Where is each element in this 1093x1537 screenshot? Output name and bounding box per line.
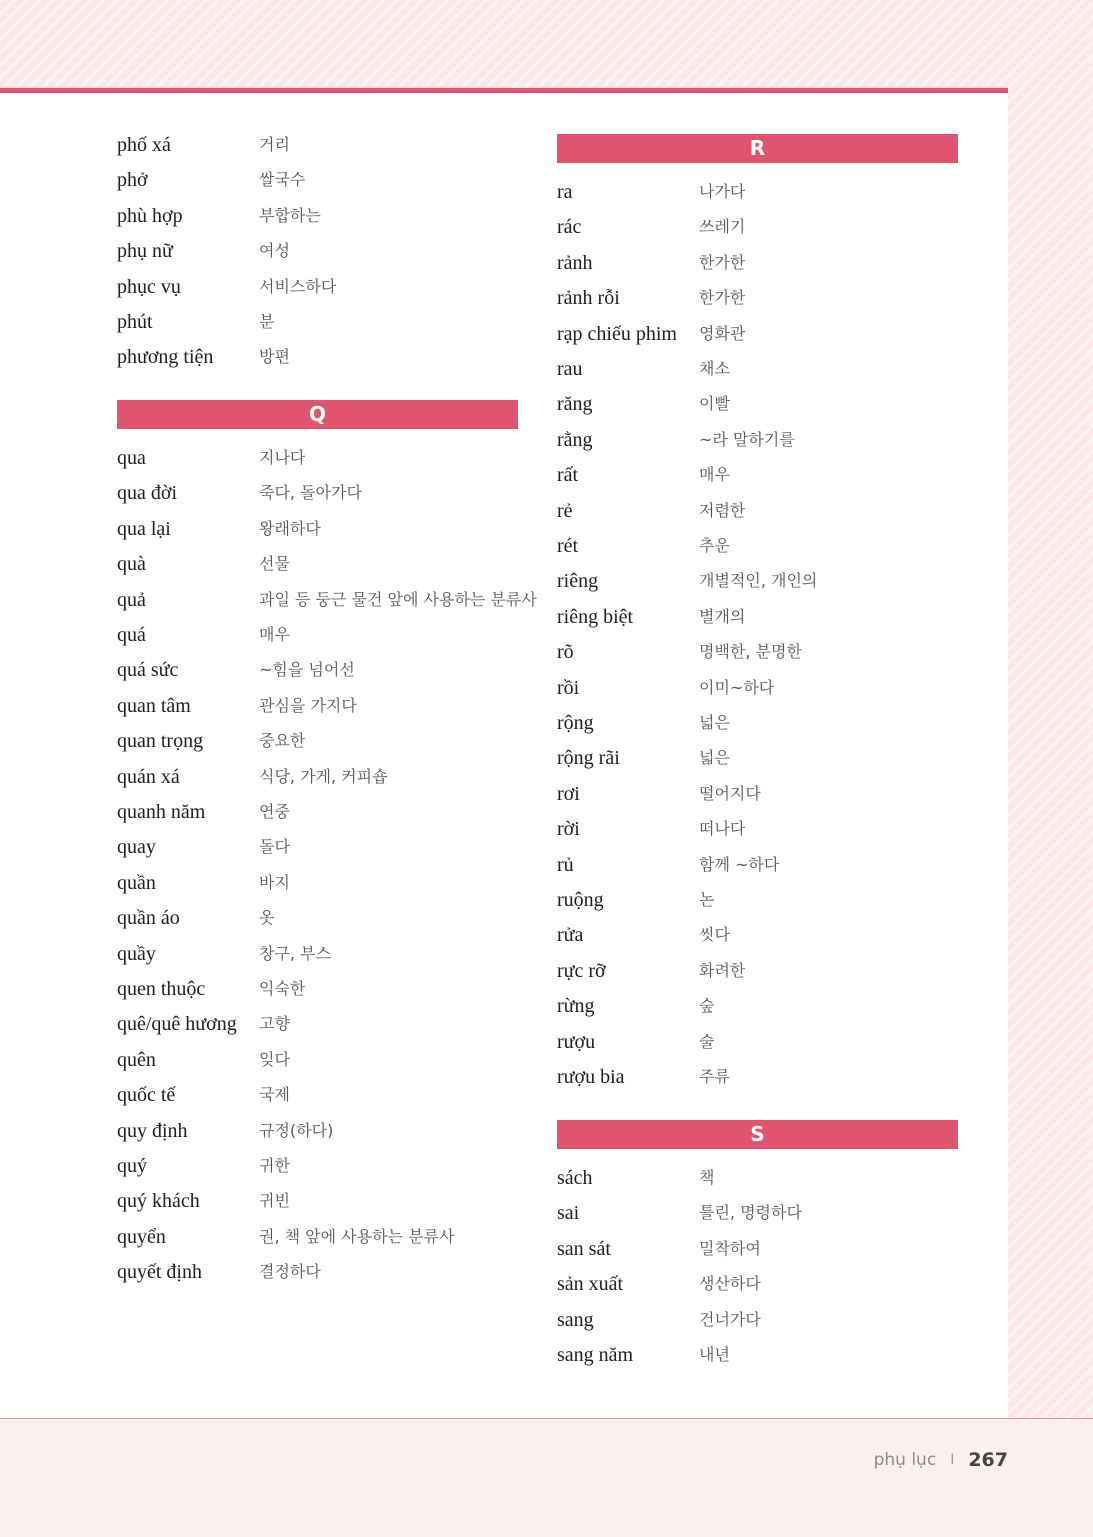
entry-meaning: 떨어지다: [699, 784, 761, 803]
glossary-entry: [117, 1080, 518, 1110]
section-header-q: Q: [117, 400, 518, 429]
entry-word: rộng: [557, 712, 594, 734]
glossary-entry: [557, 637, 958, 667]
entry-meaning: 한가한: [699, 288, 746, 307]
glossary-entry: [557, 496, 958, 526]
entry-word: quý: [117, 1155, 147, 1177]
glossary-entry: [557, 673, 958, 703]
entry-word: quyết định: [117, 1261, 202, 1283]
entry-word: ruộng: [557, 889, 604, 911]
entry-word: phút: [117, 311, 153, 333]
glossary-entry: [117, 620, 518, 650]
entry-meaning: 개별적인, 개인의: [699, 571, 818, 590]
entry-meaning: 권, 책 앞에 사용하는 분류사: [259, 1227, 455, 1246]
glossary-entry: [117, 1186, 518, 1216]
section-header-s: S: [557, 1120, 958, 1149]
entry-word: sách: [557, 1167, 593, 1189]
entry-word: rực rỡ: [557, 960, 606, 982]
page-label: [874, 1449, 1008, 1471]
entry-meaning: 나가다: [699, 182, 746, 201]
glossary-entry: [557, 531, 958, 561]
entry-word: quy định: [117, 1120, 188, 1142]
glossary-entry: [117, 201, 518, 231]
entry-word: qua: [117, 447, 146, 469]
entry-meaning: ~힘을 넘어선: [259, 660, 355, 679]
glossary-entry: [557, 319, 958, 349]
entry-meaning: 지나다: [259, 448, 306, 467]
glossary-entry: [117, 443, 518, 473]
glossary-entry: [117, 903, 518, 933]
entry-meaning: 잊다: [259, 1050, 290, 1069]
entry-word: rủ: [557, 854, 574, 876]
glossary-entry: [557, 566, 958, 596]
entry-word: quan tâm: [117, 695, 191, 717]
entry-meaning: 추운: [699, 536, 730, 555]
entry-word: sai: [557, 1202, 580, 1224]
entry-word: rảnh rỗi: [557, 287, 620, 309]
entry-word: phù hợp: [117, 205, 183, 227]
entry-meaning: 방편: [259, 347, 290, 366]
entry-meaning: 귀빈: [259, 1191, 290, 1210]
entry-word: phương tiện: [117, 346, 214, 368]
entry-word: quần: [117, 872, 156, 894]
entry-meaning: 규정(하다): [259, 1121, 334, 1140]
entry-meaning: 고향: [259, 1014, 290, 1033]
entry-word: sang: [557, 1309, 594, 1331]
entry-meaning: 죽다, 돌아가다: [259, 483, 362, 502]
entry-meaning: 돌다: [259, 837, 290, 856]
glossary-entry: [117, 1257, 518, 1287]
entry-meaning: 틀린, 명령하다: [699, 1203, 802, 1222]
glossary-entry: [557, 779, 958, 809]
glossary-entry: [117, 130, 518, 160]
glossary-entry: [117, 549, 518, 579]
glossary-entry: [117, 514, 518, 544]
entry-word: rằng: [557, 429, 593, 451]
glossary-entry: [557, 850, 958, 880]
entry-word: quốc tế: [117, 1084, 176, 1106]
entry-meaning: 이미~하다: [699, 678, 775, 697]
glossary-entry: [557, 1340, 958, 1370]
entry-meaning: 숲: [699, 996, 715, 1015]
entry-meaning: 매우: [259, 625, 290, 644]
glossary-entry: [117, 868, 518, 898]
glossary-entry: [117, 797, 518, 827]
entry-meaning: 부합하는: [259, 206, 321, 225]
entry-word: quyển: [117, 1226, 166, 1248]
entry-word: quán xá: [117, 766, 180, 788]
entry-meaning: 술: [699, 1032, 715, 1051]
glossary-entry: [557, 991, 958, 1021]
entry-meaning: 채소: [699, 359, 730, 378]
glossary-entry: [117, 585, 537, 615]
entry-word: rảnh: [557, 252, 593, 274]
entry-meaning: 연중: [259, 802, 290, 821]
glossary-entry: [117, 165, 518, 195]
entry-meaning: 화려한: [699, 961, 746, 980]
glossary-entry: [557, 885, 958, 915]
glossary-entry: [557, 1198, 958, 1228]
top-accent-rule: [0, 88, 1008, 93]
entry-word: riêng: [557, 570, 599, 592]
glossary-entry: [557, 460, 958, 490]
entry-meaning: 주류: [699, 1067, 730, 1086]
glossary-entry: [557, 248, 958, 278]
entry-word: rồi: [557, 677, 580, 699]
entry-meaning: 귀한: [259, 1156, 290, 1175]
entry-meaning: 매우: [699, 465, 730, 484]
glossary-entry: [117, 1222, 518, 1252]
glossary-entry: [557, 212, 958, 242]
entry-meaning: 관심을 가지다: [259, 696, 357, 715]
glossary-entry: [117, 1045, 518, 1075]
entry-meaning: 바지: [259, 873, 290, 892]
entry-meaning: 쓰레기: [699, 217, 746, 236]
glossary-entry: [557, 743, 958, 773]
glossary-entry: [117, 342, 518, 372]
entry-word: rửa: [557, 924, 584, 946]
glossary-entry: [557, 814, 958, 844]
section-header-r: R: [557, 134, 958, 163]
glossary-entry: [557, 1027, 958, 1057]
glossary-entry: [557, 425, 958, 455]
entry-word: quá sức: [117, 659, 179, 681]
glossary-entry: [117, 478, 518, 508]
entry-word: quên: [117, 1049, 156, 1071]
entry-meaning: 논: [699, 890, 715, 909]
entry-word: quê/quê hương: [117, 1013, 237, 1035]
glossary-entry: [117, 762, 518, 792]
glossary-entry: [557, 602, 958, 632]
glossary-entry: [557, 1062, 958, 1092]
entry-meaning: 한가한: [699, 253, 746, 272]
glossary-entry: [557, 354, 958, 384]
entry-word: phụ nữ: [117, 240, 173, 262]
entry-meaning: 과일 등 둥근 물건 앞에 사용하는 분류사: [259, 590, 537, 609]
entry-word: sang năm: [557, 1344, 634, 1366]
entry-word: quá: [117, 624, 146, 646]
glossary-entry: [117, 236, 518, 266]
entry-meaning: 국제: [259, 1085, 290, 1104]
top-decorative-band: [0, 0, 1093, 88]
entry-word: riêng biệt: [557, 606, 634, 628]
glossary-entry: [557, 1305, 958, 1335]
entry-word: rét: [557, 535, 579, 557]
entry-word: rượu bia: [557, 1066, 625, 1088]
entry-word: quà: [117, 553, 146, 575]
entry-word: rất: [557, 464, 579, 486]
entry-meaning: ~라 말하기를: [699, 430, 795, 449]
glossary-entry: [117, 691, 518, 721]
entry-word: ra: [557, 181, 573, 203]
entry-meaning: 생산하다: [699, 1274, 761, 1293]
glossary-entry: [557, 956, 958, 986]
entry-word: phở: [117, 169, 148, 191]
entry-word: rời: [557, 818, 580, 840]
entry-meaning: 왕래하다: [259, 519, 321, 538]
entry-meaning: 명백한, 분명한: [699, 642, 802, 661]
entry-meaning: 이빨: [699, 394, 730, 413]
entry-meaning: 익숙한: [259, 979, 306, 998]
entry-meaning: 창구, 부스: [259, 944, 331, 963]
entry-meaning: 밀착하여: [699, 1239, 761, 1258]
entry-word: quan trọng: [117, 730, 204, 752]
entry-meaning: 별개의: [699, 607, 746, 626]
glossary-entry: [557, 283, 958, 313]
entry-meaning: 여성: [259, 241, 290, 260]
glossary-entry: [117, 655, 518, 685]
glossary-entry: [117, 1009, 518, 1039]
footer-section-name: phụ lục: [873, 1450, 937, 1470]
entry-meaning: 씻다: [699, 925, 730, 944]
page-footer: [0, 1418, 1093, 1537]
entry-word: quanh năm: [117, 801, 206, 823]
entry-meaning: 서비스하다: [259, 277, 337, 296]
entry-meaning: 함께 ~하다: [699, 855, 780, 874]
glossary-entry: [117, 832, 518, 862]
entry-word: quần áo: [117, 907, 180, 929]
entry-meaning: 넓은: [699, 748, 730, 767]
entry-word: quen thuộc: [117, 978, 206, 1000]
entry-word: rạp chiếu phim: [557, 323, 677, 345]
entry-word: qua lại: [117, 518, 171, 540]
entry-meaning: 옷: [259, 908, 275, 927]
right-decorative-band: [1008, 88, 1093, 1418]
entry-meaning: 저렴한: [699, 501, 746, 520]
entry-meaning: 거리: [259, 135, 290, 154]
entry-word: rượu: [557, 1031, 596, 1053]
entry-word: rơi: [557, 783, 580, 805]
glossary-entry: [117, 272, 518, 302]
entry-word: rộng rãi: [557, 747, 620, 769]
entry-word: quả: [117, 589, 146, 611]
glossary-entry: [117, 939, 518, 969]
glossary-entry: [117, 974, 518, 1004]
entry-meaning: 식당, 가게, 커피숍: [259, 767, 388, 786]
entry-word: sản xuất: [557, 1273, 624, 1295]
entry-word: quý khách: [117, 1190, 200, 1212]
entry-word: quay: [117, 836, 156, 858]
entry-word: phố xá: [117, 134, 171, 156]
entry-meaning: 선물: [259, 554, 290, 573]
glossary-entry: [117, 1116, 518, 1146]
entry-word: quầy: [117, 943, 156, 965]
entry-word: rau: [557, 358, 583, 380]
entry-word: rẻ: [557, 500, 573, 522]
entry-meaning: 영화관: [699, 324, 746, 343]
entry-word: qua đời: [117, 482, 178, 504]
glossary-entry: [557, 389, 958, 419]
entry-meaning: 책: [699, 1168, 715, 1187]
entry-meaning: 내년: [699, 1345, 730, 1364]
entry-word: răng: [557, 393, 593, 415]
entry-word: rõ: [557, 641, 574, 663]
page-number: 267: [968, 1449, 1008, 1471]
entry-word: phục vụ: [117, 276, 181, 298]
entry-word: san sát: [557, 1238, 611, 1260]
entry-meaning: 중요한: [259, 731, 306, 750]
entry-meaning: 떠나다: [699, 819, 746, 838]
glossary-entry: [117, 726, 518, 756]
glossary-entry: [117, 307, 518, 337]
footer-separator: I: [950, 1452, 955, 1468]
glossary-entry: [117, 1151, 518, 1181]
entry-meaning: 결정하다: [259, 1262, 321, 1281]
glossary-entry: [557, 1269, 958, 1299]
glossary-entry: [557, 1234, 958, 1264]
glossary-entry: [557, 708, 958, 738]
glossary-entry: [557, 1163, 958, 1193]
glossary-entry: [557, 920, 958, 950]
entry-meaning: 건너가다: [699, 1310, 761, 1329]
entry-word: rác: [557, 216, 582, 238]
entry-meaning: 넓은: [699, 713, 730, 732]
glossary-entry: [557, 177, 958, 207]
entry-meaning: 분: [259, 312, 275, 331]
entry-meaning: 쌀국수: [259, 170, 306, 189]
entry-word: rừng: [557, 995, 595, 1017]
